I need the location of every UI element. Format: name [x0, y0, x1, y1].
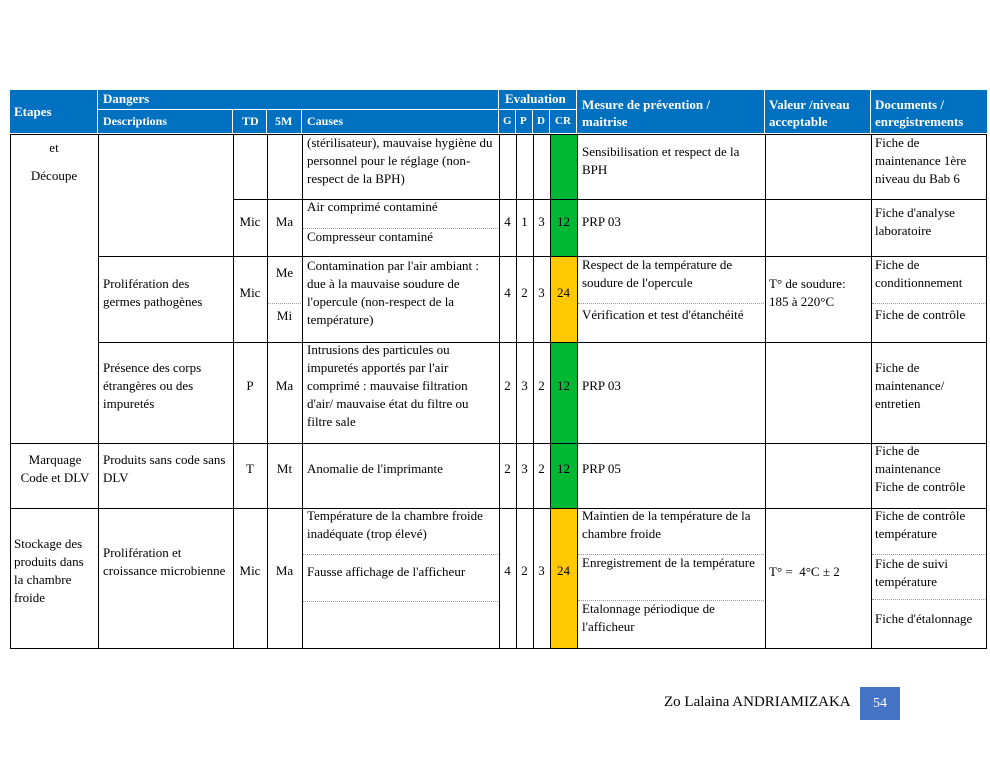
td-value: Mic: [239, 214, 261, 229]
grid-line: [98, 256, 987, 257]
grid-line: [98, 342, 987, 343]
mesure-text: PRP 03: [582, 378, 621, 393]
grid-line: [10, 648, 987, 649]
document-text: Fiche de suivi température: [875, 556, 948, 589]
p-value: 3: [521, 461, 528, 476]
mesure-text: Maintien de la température de la chambre froide: [582, 508, 751, 541]
5m-value: Ma: [275, 378, 294, 393]
g-value: 2: [504, 461, 511, 476]
d-value: 2: [538, 461, 545, 476]
d-value: 3: [538, 214, 545, 229]
document-text: Fiche de contrôle température: [875, 508, 966, 541]
mesure-text: PRP 05: [582, 461, 621, 476]
p-value: 2: [521, 563, 528, 578]
cr-value: 12: [557, 214, 570, 229]
document-text: Fiche de conditionnement: [875, 257, 963, 290]
grid-line: [10, 134, 11, 649]
valeur-text: T° de soudure: 185 à 220°C: [769, 276, 846, 309]
cause-text: Anomalie de l'imprimante: [307, 461, 443, 476]
danger-description: Produits sans code sans DLV: [103, 452, 226, 485]
mesure-text: Enregistrement de la température: [582, 555, 755, 570]
header-g: G: [499, 110, 516, 134]
valeur-text: T° = 4°C ± 2: [769, 564, 840, 579]
header-dangers: Dangers: [98, 90, 499, 110]
document-text: Fiche d'étalonnage: [875, 611, 973, 626]
5m-value: Ma: [275, 214, 294, 229]
header-causes: Causes: [302, 110, 499, 134]
grid-line: [577, 134, 578, 649]
grid-line: [98, 134, 99, 649]
p-value: 2: [521, 285, 528, 300]
danger-description: Prolifération et croissance microbienne: [103, 545, 226, 578]
dotted-separator: [872, 303, 986, 304]
header-valeur: Valeur /niveau acceptable: [765, 90, 871, 134]
dotted-separator: [303, 601, 498, 602]
cr-value: 24: [557, 285, 570, 300]
mesure-text: PRP 03: [582, 214, 621, 229]
document-text: Fiche de contrôle: [875, 479, 966, 494]
td-value: Mic: [239, 285, 261, 300]
cr-value: 12: [557, 461, 570, 476]
cr-value: 12: [557, 378, 570, 393]
p-value: 3: [521, 378, 528, 393]
5m-value: Mi: [276, 308, 293, 323]
td-value: P: [246, 378, 254, 393]
td-value: Mic: [239, 563, 261, 578]
header-etapes: Etapes: [10, 90, 98, 134]
header-p: P: [516, 110, 533, 134]
footer-author: Zo Lalaina ANDRIAMIZAKA: [664, 694, 851, 710]
grid-line: [10, 508, 987, 509]
td-value: T: [246, 461, 254, 476]
etape-marquage: Marquage Code et DLV: [20, 452, 90, 485]
g-value: 4: [504, 285, 511, 300]
mesure-text: Etalonnage périodique de l'afficheur: [582, 601, 715, 634]
p-value: 1: [521, 214, 528, 229]
document-text: Fiche de contrôle: [875, 307, 966, 322]
dotted-separator: [872, 599, 986, 600]
etape-stockage: Stockage des produits dans la chambre froide: [14, 536, 84, 605]
header-descriptions: Descriptions: [98, 110, 233, 134]
d-value: 3: [538, 285, 545, 300]
g-value: 4: [504, 563, 511, 578]
d-value: 2: [538, 378, 545, 393]
grid-line: [986, 134, 987, 649]
danger-description: Présence des corps étrangères ou des impuretés: [103, 360, 202, 411]
cr-value: 24: [557, 563, 570, 578]
mesure-text: Respect de la température de soudure de l'opercule: [582, 257, 733, 290]
g-value: 2: [504, 378, 511, 393]
header-evaluation: Evaluation: [499, 90, 577, 110]
header-documents: Documents / enregistrements: [871, 90, 987, 134]
grid-line: [871, 134, 872, 649]
grid-line: [765, 134, 766, 649]
document-text: Fiche de maintenance: [875, 443, 941, 476]
header-mesure: Mesure de prévention / maitrise: [577, 90, 765, 134]
danger-description: Prolifération des germes pathogènes: [103, 276, 203, 309]
grid-line: [302, 134, 303, 649]
header-td: TD: [233, 110, 267, 134]
grid-line: [10, 443, 987, 444]
page-number: 54: [860, 687, 900, 720]
document-text: Fiche d'analyse laboratoire: [875, 205, 955, 238]
mesure-text: Sensibilisation et respect de la BPH: [582, 144, 740, 177]
cause-text: Intrusions des particules ou impuretés apportés par l'air comprimé : mauvaise filtration d'air/ mauvaise état du filtre ou filtre sale: [307, 342, 469, 429]
document-text: Fiche de maintenance/ entretien: [875, 360, 945, 411]
header-5m: 5M: [267, 110, 302, 134]
cause-text: Air comprimé contaminé: [307, 199, 438, 214]
cause-text: (stérilisateur), mauvaise hygiène du personnel pour le réglage (non-respect de la BPH): [307, 135, 493, 186]
cause-text: Contamination par l'air ambiant : due à la mauvaise soudure de l'opercule (non-respect de la température): [307, 258, 480, 327]
g-value: 4: [504, 214, 511, 229]
cause-text: Température de la chambre froide inadéquate (trop élevé): [307, 508, 483, 541]
5m-value: Ma: [275, 563, 294, 578]
dotted-separator: [303, 554, 498, 555]
dotted-separator: [578, 303, 764, 304]
5m-value: Mt: [276, 461, 293, 476]
d-value: 3: [538, 563, 545, 578]
header-cr: CR: [550, 110, 577, 134]
mesure-text: Vérification et test d'étanchéité: [582, 307, 744, 322]
5m-value: Me: [275, 265, 294, 280]
cr-fill-r1: [551, 134, 577, 199]
dotted-separator: [268, 303, 301, 304]
header-d: D: [533, 110, 550, 134]
cause-text: Fausse affichage de l'afficheur: [307, 564, 466, 579]
cause-text: Compresseur contaminé: [307, 229, 433, 244]
document-text: Fiche de maintenance 1ère niveau du Bab 6: [875, 135, 967, 186]
etape-decoupe: et Découpe: [30, 140, 78, 183]
grid-line: [10, 134, 987, 135]
